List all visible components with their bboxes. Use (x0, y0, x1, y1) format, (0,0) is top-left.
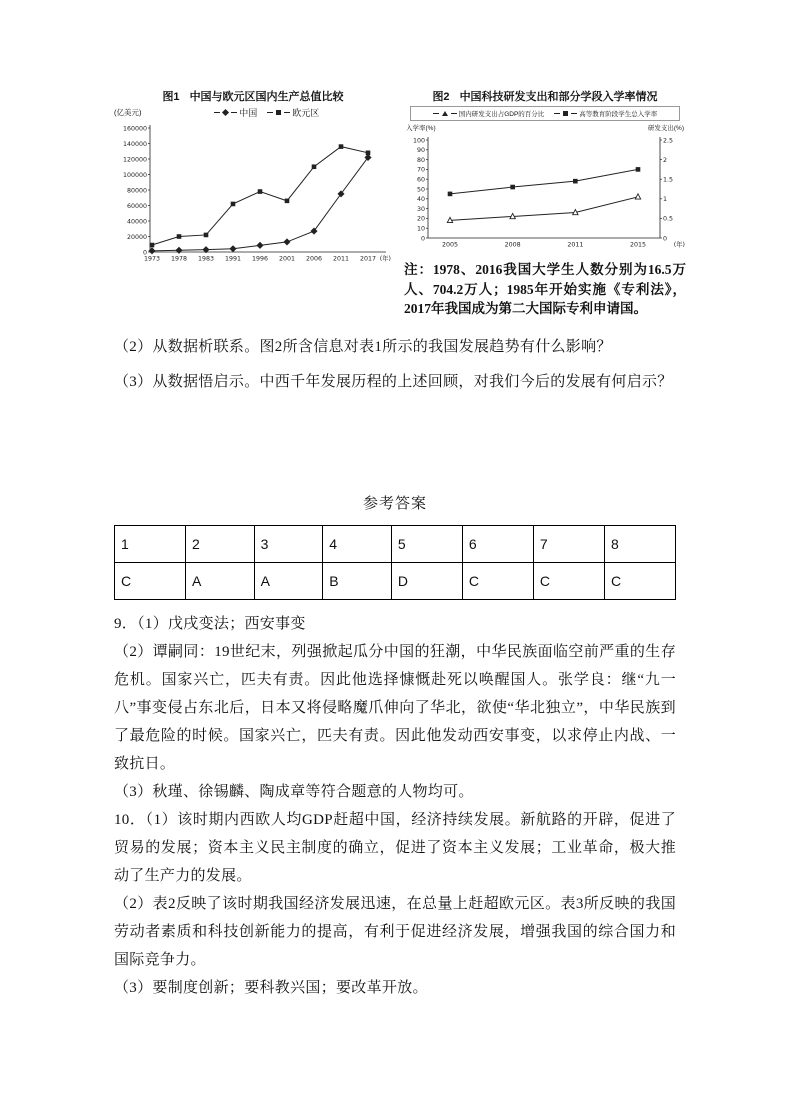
svg-text:80: 80 (416, 156, 425, 164)
figure-note: 注：1978、2016我国大学生人数分别为16.5万人、704.2万人；1985年开始实施《专利法》，2017年我国成为第二大国际专利申请国。 (404, 262, 686, 317)
figures-row (114, 88, 686, 319)
legend-item-rd-spending (433, 109, 545, 118)
right-axis-label: 研发支出(%) (647, 125, 684, 132)
table-header-cell: 4 (323, 525, 392, 562)
svg-text:0.5: 0.5 (663, 215, 674, 223)
answer-item: 10．（1）该时期内西欧人均GDP赶超中国，经济持续发展。新航路的开辟，促进了贸易的发展；资本主义民主制度的确立，促进了资本主义发展；工业革命，极大推动了生产力的发展。 (114, 812, 676, 885)
svg-text:70: 70 (416, 166, 425, 174)
svg-text:2: 2 (663, 156, 668, 164)
figure2-axis-labels (404, 123, 686, 132)
svg-text:0: 0 (420, 235, 425, 243)
answer-table-answer-row (115, 562, 676, 599)
legend-label: 中国 (239, 108, 258, 118)
svg-text:1978: 1978 (170, 255, 188, 263)
legend-line (267, 112, 273, 113)
figure-2 (404, 88, 686, 319)
table-header-cell: 5 (391, 525, 462, 562)
figure1-label: 图1 (162, 91, 180, 103)
legend-label: 国内研发支出占GDP的百分比 (458, 111, 545, 118)
svg-text:20: 20 (416, 215, 425, 223)
svg-text:100000: 100000 (122, 171, 147, 179)
svg-text:40: 40 (416, 196, 425, 204)
gdp-comparison-chart (114, 120, 392, 272)
table-header-cell: 2 (186, 525, 255, 562)
table-answer-cell: A (186, 562, 255, 599)
figure-1 (114, 88, 392, 272)
figure2-legend (410, 106, 680, 121)
svg-text:(年): (年) (673, 241, 685, 249)
svg-text:1996: 1996 (251, 255, 269, 263)
svg-text:50: 50 (416, 186, 425, 194)
svg-text:60000: 60000 (126, 202, 147, 210)
table-header-cell: 6 (462, 525, 533, 562)
svg-text:60: 60 (416, 176, 425, 184)
svg-text:2011: 2011 (567, 241, 584, 249)
svg-text:90: 90 (416, 147, 425, 155)
answer-item: （3）要制度创新；要科教兴国；要改革开放。 (114, 980, 428, 997)
svg-text:1973: 1973 (143, 255, 161, 263)
svg-text:2008: 2008 (504, 241, 521, 249)
square-marker-icon (563, 111, 568, 116)
table-answer-cell: C (533, 562, 604, 599)
svg-text:80000: 80000 (126, 187, 147, 195)
table-answer-cell: C (115, 562, 186, 599)
table-header-cell: 3 (254, 525, 323, 562)
table-header-cell: 7 (533, 525, 604, 562)
svg-text:1: 1 (663, 196, 668, 204)
answer-section-title: 参考答案 (362, 495, 427, 512)
table-answer-cell: D (391, 562, 462, 599)
legend-line (214, 112, 220, 113)
svg-text:140000: 140000 (122, 140, 147, 148)
legend-item-china (214, 106, 257, 119)
svg-text:1983: 1983 (197, 255, 215, 263)
left-axis-label: 入学率(%) (406, 125, 436, 132)
legend-line (433, 113, 439, 114)
legend-item-enrollment (554, 109, 657, 118)
figure1-meta (114, 106, 392, 119)
answer-item: （2）表2反映了该时期我国经济发展迅速，在总量上赶超欧元区。表3所反映的我国劳动者素质和科技创新能力的提高，有利于促进经济发展，增强我国的综合国力和国际竞争力。 (114, 896, 676, 969)
answer-items (114, 610, 676, 1003)
legend-item-eurozone (267, 106, 319, 119)
svg-text:0: 0 (663, 235, 668, 243)
svg-text:2015: 2015 (629, 241, 647, 249)
svg-text:2001: 2001 (278, 255, 296, 263)
answer-table (114, 525, 676, 600)
svg-text:2006: 2006 (305, 255, 323, 263)
svg-text:2005: 2005 (441, 241, 459, 249)
svg-text:1991: 1991 (224, 255, 242, 263)
svg-text:2.5: 2.5 (663, 137, 674, 145)
figure1-legend (142, 106, 393, 119)
table-answer-cell: B (323, 562, 392, 599)
table-header-cell: 1 (115, 525, 186, 562)
svg-text:1.5: 1.5 (663, 176, 674, 184)
diamond-marker-icon (222, 109, 229, 116)
legend-label: 高等教育阶段学生总入学率 (579, 111, 658, 118)
legend-line (284, 112, 290, 113)
questions-block (114, 333, 676, 396)
answer-item: （3）秋瑾、徐锡麟、陶成章等符合题意的人物均可。 (114, 784, 474, 801)
svg-text:160000: 160000 (122, 125, 147, 133)
rd-enrollment-chart (404, 132, 686, 256)
figure2-label: 图2 (432, 91, 450, 103)
legend-label: 欧元区 (292, 108, 320, 118)
answer-item: 9．（1）戊戌变法；西安事变 (114, 615, 306, 632)
question-2: （2）从数据析联系。图2所含信息对表1所示的我国发展趋势有什么影响？ (114, 338, 612, 355)
svg-text:2017: 2017 (359, 255, 377, 263)
y-axis-unit-label: (亿美元) (114, 108, 142, 117)
legend-line (571, 113, 577, 114)
svg-text:(年): (年) (379, 255, 391, 263)
svg-text:30: 30 (416, 205, 425, 213)
triangle-marker-icon (442, 111, 448, 116)
svg-text:10: 10 (416, 225, 425, 233)
table-header-cell: 8 (604, 525, 675, 562)
svg-text:120000: 120000 (122, 156, 147, 164)
question-3: （3）从数据悟启示。中西千年发展历程的上述回顾，对我们今后的发展有何启示？ (114, 373, 673, 390)
figure1-title: 图1 中国与欧元区国内生产总值比较 (162, 91, 344, 103)
figure2-title: 图2 中国科技研发支出和部分学段入学率情况 (432, 91, 658, 103)
table-answer-cell: C (462, 562, 533, 599)
svg-text:40000: 40000 (126, 218, 147, 226)
legend-line (231, 112, 237, 113)
table-answer-cell: C (604, 562, 675, 599)
answer-item: （2）谭嗣同：19世纪末，列强掀起瓜分中国的狂潮，中华民族面临空前严重的生存危机。国家兴亡，匹夫有责。因此他选择慷慨赴死以唤醒国人。张学良：继“九一八”事变侵占东北后，日本又将侵略魔爪伸向了华北，欲使“华北独立”，中华民族到了最危险的时候。国家兴亡，匹夫有责。因此他发动西安事变，以求停止内战、一致抗日。 (114, 643, 676, 773)
legend-line (554, 113, 560, 114)
svg-text:2011: 2011 (332, 255, 350, 263)
square-marker-icon (276, 110, 281, 115)
svg-text:100: 100 (412, 137, 425, 145)
legend-line (451, 113, 457, 114)
table-answer-cell: A (254, 562, 323, 599)
svg-text:20000: 20000 (126, 233, 147, 241)
svg-text:0: 0 (142, 249, 147, 257)
answer-table-header-row (115, 525, 676, 562)
